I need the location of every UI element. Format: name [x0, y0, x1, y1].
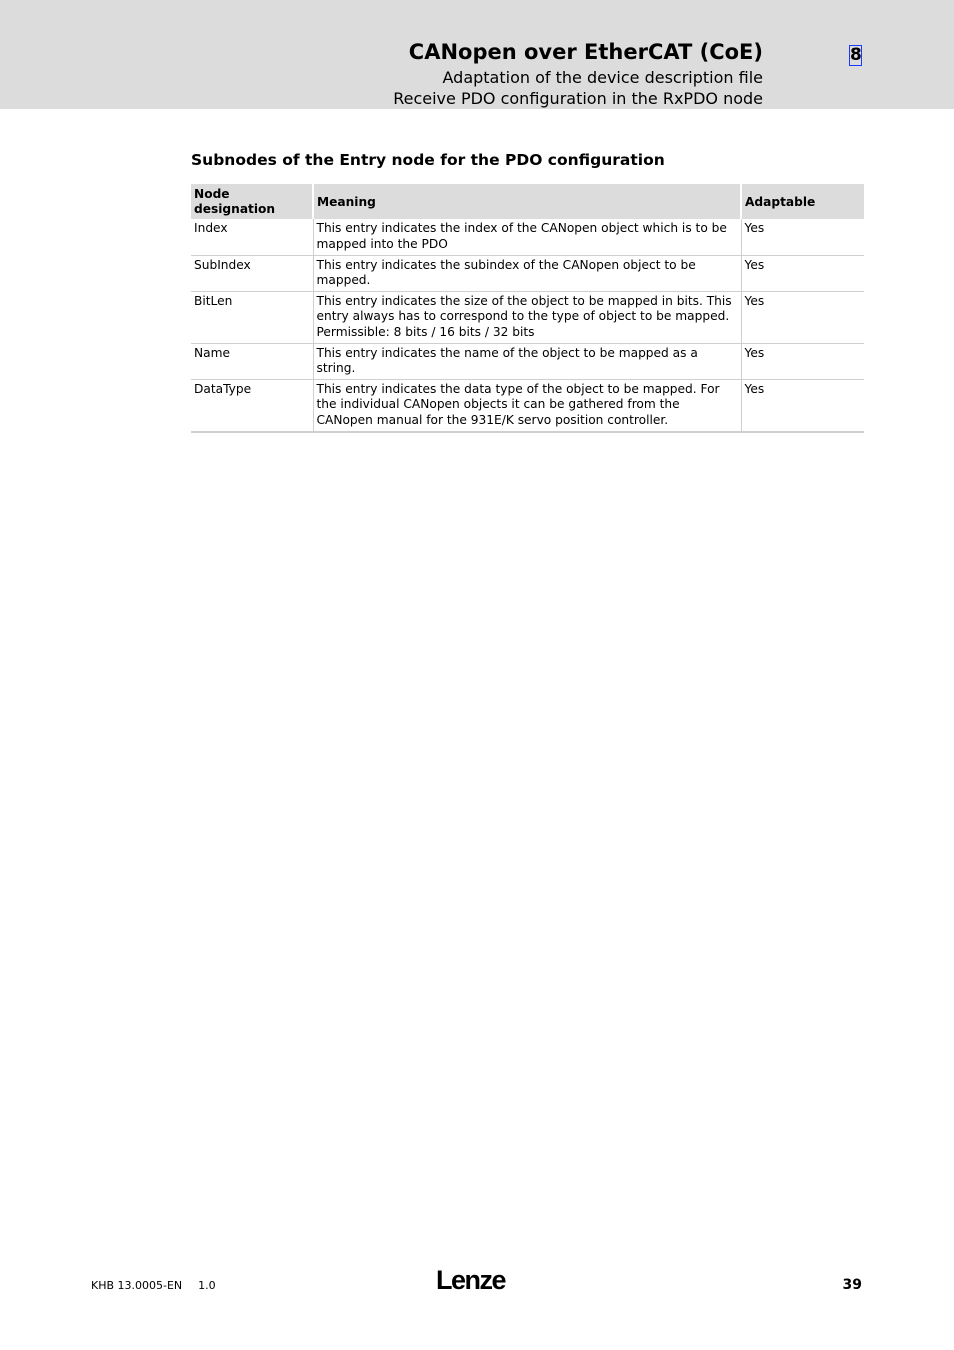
table-row [191, 255, 864, 291]
page-number: 39 [842, 1277, 862, 1293]
node-designation-cell: DataType [191, 380, 313, 432]
column-header-meaning: Meaning [313, 184, 741, 219]
pdo-entry-subnodes-table [191, 184, 864, 433]
table-row [191, 343, 864, 379]
table-row [191, 380, 864, 432]
document-number: KHB 13.0005-EN [91, 1279, 183, 1292]
adaptable-cell: Yes [741, 292, 864, 344]
section-subtitle: Adaptation of the device description file [442, 68, 763, 87]
lenze-logo [436, 1264, 516, 1294]
column-header-node-designation: Node designation [191, 184, 313, 219]
section-heading: Subnodes of the Entry node for the PDO configuration [191, 151, 665, 169]
adaptable-cell: Yes [741, 380, 864, 432]
footer-document-id [91, 1279, 232, 1292]
table-row [191, 219, 864, 255]
node-designation-cell: BitLen [191, 292, 313, 344]
table-row [191, 292, 864, 344]
meaning-cell: This entry indicates the data type of the object to be mapped. For the individual CANopen objects it can be gathered from the CANopen manual for the 931E/K servo position controller. [313, 380, 741, 432]
meaning-note: Permissible: 8 bits / 16 bits / 32 bits [316, 324, 535, 339]
table-header-row [191, 184, 864, 219]
meaning-cell: This entry indicates the subindex of the CANopen object to be mapped. [313, 255, 741, 291]
logo-text: Lenze [436, 1265, 506, 1294]
column-header-adaptable: Adaptable [741, 184, 864, 219]
meaning-cell [313, 292, 741, 344]
node-designation-cell: Name [191, 343, 313, 379]
meaning-text: This entry indicates the size of the object to be mapped in bits. This entry always has to correspond to the type of object to be mapped. [316, 294, 732, 324]
node-designation-cell: SubIndex [191, 255, 313, 291]
chapter-number-link[interactable]: 8 [850, 45, 862, 65]
chapter-title: CANopen over EtherCAT (CoE) [408, 40, 763, 64]
adaptable-cell: Yes [741, 219, 864, 255]
meaning-cell: This entry indicates the index of the CANopen object which is to be mapped into the PDO [313, 219, 741, 255]
subsection-subtitle: Receive PDO configuration in the RxPDO node [393, 89, 763, 108]
meaning-cell: This entry indicates the name of the object to be mapped as a string. [313, 343, 741, 379]
document-version: 1.0 [198, 1279, 216, 1292]
adaptable-cell: Yes [741, 343, 864, 379]
node-designation-cell: Index [194, 221, 228, 236]
adaptable-cell: Yes [741, 255, 864, 291]
